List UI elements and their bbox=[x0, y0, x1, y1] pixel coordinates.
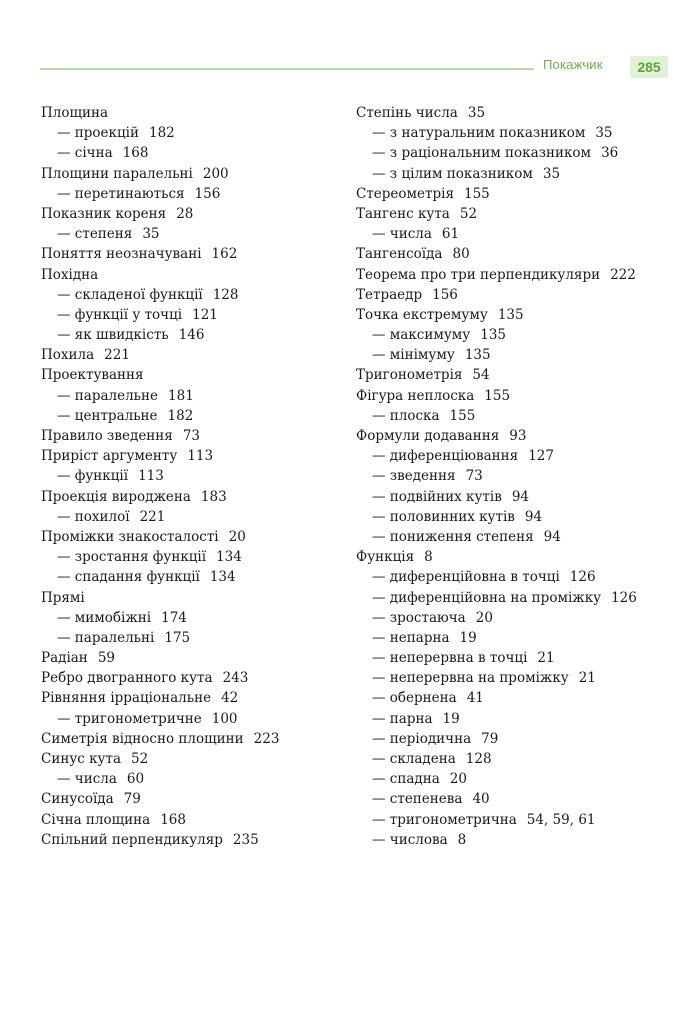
index-term: — центральне bbox=[57, 407, 158, 424]
index-entry bbox=[41, 164, 341, 184]
index-term: — тригонометрична bbox=[372, 811, 517, 828]
index-subentry bbox=[356, 709, 676, 729]
index-entry bbox=[41, 487, 341, 507]
index-term: Синус кута bbox=[41, 751, 122, 767]
section-title: Покажчик bbox=[543, 57, 603, 72]
index-entry bbox=[41, 729, 341, 749]
index-subentry bbox=[356, 729, 676, 749]
index-entry bbox=[41, 668, 341, 688]
index-subentry bbox=[41, 547, 341, 567]
index-subentry bbox=[356, 527, 676, 547]
index-page-refs: 146 bbox=[178, 327, 205, 344]
index-term: — обернена bbox=[372, 690, 457, 707]
index-term: — мінімуму bbox=[372, 347, 455, 364]
index-page-refs: 35 bbox=[467, 105, 486, 121]
index-subentry bbox=[41, 567, 341, 587]
index-page-refs: 181 bbox=[168, 387, 194, 404]
index-term: — степеня bbox=[57, 226, 133, 243]
index-page-refs: 93 bbox=[509, 428, 527, 444]
index-page-refs: 155 bbox=[449, 407, 476, 424]
index-term: Степінь числа bbox=[356, 105, 458, 121]
index-subentry bbox=[356, 164, 676, 184]
index-page-refs: 134 bbox=[209, 569, 236, 586]
index-page-refs: 73 bbox=[182, 428, 201, 444]
index-term: Площина bbox=[41, 105, 109, 121]
index-entry bbox=[356, 547, 676, 567]
index-page-refs: 223 bbox=[253, 730, 280, 747]
index-term: Фігура неплоска bbox=[356, 387, 475, 404]
index-term: — подвійних кутів bbox=[372, 488, 502, 505]
index-term: Проекція вироджена bbox=[41, 488, 191, 505]
index-subentry bbox=[41, 143, 341, 163]
index-term: — числа bbox=[372, 226, 432, 243]
index-page-refs: 54 bbox=[472, 367, 490, 384]
index-term: — з цілим показником bbox=[372, 165, 533, 182]
index-term: — як швидкість bbox=[57, 327, 169, 344]
index-entry bbox=[356, 365, 676, 385]
index-term: — половинних кутів bbox=[372, 508, 515, 525]
index-page-refs: 155 bbox=[484, 387, 511, 404]
index-page-refs: 61 bbox=[441, 226, 460, 243]
index-term: — максимуму bbox=[372, 327, 471, 344]
index-page-refs: 182 bbox=[148, 125, 175, 142]
index-subentry bbox=[41, 184, 341, 204]
index-page-refs: 20 bbox=[449, 771, 467, 788]
index-page-refs: 175 bbox=[164, 629, 191, 646]
index-entry bbox=[41, 244, 341, 264]
index-page-refs: 127 bbox=[528, 448, 554, 465]
index-entry bbox=[356, 426, 676, 446]
index-page-refs: 156 bbox=[194, 185, 221, 202]
index-page-refs: 40 bbox=[472, 791, 490, 808]
index-page-refs: 94 bbox=[511, 488, 529, 505]
index-term: — з раціональним показником bbox=[372, 145, 592, 162]
index-subentry bbox=[41, 285, 341, 305]
index-column-right bbox=[356, 103, 676, 850]
index-term: — перетинаються bbox=[57, 185, 185, 202]
index-subentry bbox=[356, 769, 676, 789]
index-page-refs: 35 bbox=[142, 226, 160, 243]
index-term: Радіан bbox=[41, 650, 88, 667]
index-entry bbox=[356, 103, 676, 123]
index-term: — диференційовна на проміжку bbox=[372, 589, 602, 606]
index-subentry bbox=[41, 466, 341, 486]
index-term: — складеної функції bbox=[57, 286, 203, 303]
index-page-refs: 200 bbox=[202, 165, 229, 182]
index-subentry bbox=[356, 507, 676, 527]
index-page-refs: 20 bbox=[228, 528, 246, 545]
header-rule bbox=[40, 68, 534, 70]
index-term: — неперервна в точці bbox=[372, 650, 528, 667]
index-entry bbox=[356, 184, 676, 204]
index-term: Показник кореня bbox=[41, 205, 167, 222]
index-term: — непарна bbox=[372, 629, 450, 646]
index-term: Тангенс кута bbox=[356, 205, 450, 222]
index-subentry bbox=[41, 305, 341, 325]
index-page-refs: 94 bbox=[524, 508, 543, 525]
index-term: Тригонометрія bbox=[356, 367, 463, 384]
index-subentry bbox=[41, 406, 341, 426]
index-subentry bbox=[356, 406, 676, 426]
index-column-left bbox=[41, 103, 341, 850]
index-page-refs: 182 bbox=[167, 407, 194, 424]
index-term: Тангенсоїда bbox=[356, 246, 443, 263]
index-term: — числова bbox=[372, 831, 448, 848]
index-subentry bbox=[41, 769, 341, 789]
index-entry bbox=[41, 688, 341, 708]
index-term: Функція bbox=[356, 549, 415, 566]
index-term: — зведення bbox=[372, 468, 456, 485]
index-page-refs: 135 bbox=[464, 347, 491, 364]
index-page-refs: 222 bbox=[610, 266, 636, 283]
index-entry bbox=[41, 749, 341, 769]
index-term: — спадна bbox=[372, 771, 440, 788]
index-term: — числа bbox=[57, 771, 117, 788]
index-page-refs: 128 bbox=[212, 286, 239, 303]
index-page-refs: 126 bbox=[569, 569, 596, 586]
index-page-refs: 221 bbox=[104, 347, 130, 364]
index-subentry bbox=[356, 466, 676, 486]
page-number: 285 bbox=[630, 56, 668, 78]
index-subentry bbox=[356, 224, 676, 244]
index-page-refs: 19 bbox=[459, 629, 477, 646]
index-term: Тетраедр bbox=[356, 286, 423, 303]
index-subentry bbox=[356, 608, 676, 628]
index-subentry bbox=[41, 507, 341, 527]
index-entry bbox=[41, 426, 341, 446]
index-term: — функції у точці bbox=[57, 306, 183, 323]
index-page-refs: 174 bbox=[161, 609, 187, 626]
index-term: Рівняння ірраціональне bbox=[41, 690, 212, 707]
index-term: — спадання функції bbox=[57, 569, 200, 586]
index-page-refs: 121 bbox=[192, 306, 218, 323]
index-term: Проміжки знакосталості bbox=[41, 528, 219, 545]
index-entry bbox=[356, 204, 676, 224]
index-page-refs: 168 bbox=[160, 811, 186, 828]
index-term: — диференційовна в точці bbox=[372, 569, 560, 586]
index-term: — тригонометричне bbox=[57, 710, 202, 727]
index-term: Площини паралельні bbox=[41, 165, 193, 182]
index-term: — похилої bbox=[57, 508, 130, 525]
index-term: — паралельні bbox=[57, 629, 155, 646]
index-page-refs: 100 bbox=[211, 710, 238, 727]
index-term: Похила bbox=[41, 347, 95, 364]
index-subentry bbox=[41, 325, 341, 345]
index-entry bbox=[356, 265, 676, 285]
index-page-refs: 19 bbox=[442, 710, 460, 727]
index-page-refs: 79 bbox=[481, 730, 499, 747]
index-subentry bbox=[356, 345, 676, 365]
index-page-refs: 162 bbox=[211, 246, 238, 263]
index-term: — періодична bbox=[372, 730, 472, 747]
index-subentry bbox=[356, 628, 676, 648]
index-page-refs: 73 bbox=[465, 468, 483, 485]
index-subentry bbox=[356, 446, 676, 466]
index-entry bbox=[356, 386, 676, 406]
index-entry bbox=[41, 265, 341, 285]
index-term: Проектування bbox=[41, 367, 144, 384]
index-term: Приріст аргументу bbox=[41, 448, 178, 465]
index-page-refs: 221 bbox=[139, 508, 166, 525]
index-page-refs: 54, 59, 61 bbox=[526, 811, 596, 828]
index-page-refs: 135 bbox=[497, 306, 524, 323]
index-subentry bbox=[356, 487, 676, 507]
index-entry bbox=[41, 810, 341, 830]
index-page-refs: 35 bbox=[542, 165, 561, 182]
index-term: — парна bbox=[372, 710, 433, 727]
index-subentry bbox=[356, 749, 676, 769]
index-term: Січна площина bbox=[41, 811, 151, 828]
index-page-refs: 20 bbox=[475, 609, 493, 626]
index-entry bbox=[41, 648, 341, 668]
index-page-refs: 243 bbox=[222, 670, 249, 687]
index-term: — мимобіжні bbox=[57, 609, 152, 626]
index-page-refs: 36 bbox=[601, 145, 619, 162]
index-term: — диференціювання bbox=[372, 448, 519, 465]
index-page-refs: 60 bbox=[126, 771, 145, 788]
index-term: Точка екстремуму bbox=[356, 306, 488, 323]
index-page-refs: 79 bbox=[123, 791, 141, 808]
index-page-refs: 52 bbox=[131, 751, 149, 767]
index-page-refs: 134 bbox=[216, 549, 242, 566]
index-term: Синусоїда bbox=[41, 791, 114, 808]
index-subentry bbox=[356, 789, 676, 809]
index-page-refs: 94 bbox=[543, 528, 561, 545]
index-subentry bbox=[41, 608, 341, 628]
index-term: Ребро двогранного кута bbox=[41, 670, 213, 687]
index-page-refs: 52 bbox=[459, 205, 478, 222]
index-entry bbox=[41, 830, 341, 850]
index-page-refs: 156 bbox=[432, 286, 458, 303]
index-subentry bbox=[356, 648, 676, 668]
index-subentry bbox=[41, 224, 341, 244]
index-term: — з натуральним показником bbox=[372, 125, 586, 142]
index-term: Похідна bbox=[41, 266, 99, 283]
index-entry bbox=[41, 103, 341, 123]
index-term: — складена bbox=[372, 751, 456, 767]
index-subentry bbox=[41, 628, 341, 648]
index-term: Правило зведення bbox=[41, 428, 173, 444]
index-term: — зростання функції bbox=[57, 549, 207, 566]
index-term: Прямі bbox=[41, 589, 85, 606]
index-page-refs: 126 bbox=[611, 589, 637, 606]
index-subentry bbox=[356, 810, 676, 830]
index-page-refs: 113 bbox=[138, 468, 164, 485]
index-page-refs: 135 bbox=[480, 327, 507, 344]
index-entry bbox=[41, 345, 341, 365]
index-term: — функції bbox=[57, 468, 129, 485]
index-term: — пониження степеня bbox=[372, 528, 534, 545]
index-page-refs: 183 bbox=[200, 488, 227, 505]
running-header bbox=[40, 56, 668, 82]
index-page-refs: 168 bbox=[122, 145, 149, 162]
index-entry bbox=[41, 204, 341, 224]
index-page-refs: 128 bbox=[465, 751, 492, 767]
index-entry bbox=[41, 527, 341, 547]
index-page-refs: 8 bbox=[457, 831, 467, 848]
index-subentry bbox=[356, 143, 676, 163]
index-subentry bbox=[356, 688, 676, 708]
index-entry bbox=[41, 365, 341, 385]
index-term: Поняття неозначувані bbox=[41, 246, 202, 263]
index-subentry bbox=[356, 588, 676, 608]
index-term: — паралельне bbox=[57, 387, 159, 404]
index-term: — січна bbox=[57, 145, 113, 162]
index-entry bbox=[356, 244, 676, 264]
index-term: — степенева bbox=[372, 791, 463, 808]
index-term: Симетрія відносно площини bbox=[41, 730, 244, 747]
index-page-refs: 42 bbox=[221, 690, 239, 707]
index-subentry bbox=[356, 830, 676, 850]
index-subentry bbox=[356, 567, 676, 587]
index-page-refs: 35 bbox=[595, 125, 613, 142]
index-entry bbox=[356, 305, 676, 325]
index-subentry bbox=[41, 386, 341, 406]
index-entry bbox=[41, 789, 341, 809]
index-page-refs: 59 bbox=[97, 650, 115, 667]
index-term: Спільний перпендикуляр bbox=[41, 831, 223, 848]
index-page-refs: 8 bbox=[424, 549, 433, 566]
index-term: — неперервна на проміжку bbox=[372, 670, 569, 687]
index-page-refs: 21 bbox=[537, 650, 555, 667]
index-term: — проекцій bbox=[57, 125, 139, 142]
index-page-refs: 28 bbox=[176, 205, 194, 222]
index-term: — плоска bbox=[372, 407, 440, 424]
index-subentry bbox=[356, 325, 676, 345]
index-entry bbox=[41, 446, 341, 466]
index-page-refs: 155 bbox=[463, 185, 490, 202]
index-subentry bbox=[41, 709, 341, 729]
index-subentry bbox=[41, 123, 341, 143]
index-page-refs: 21 bbox=[578, 670, 596, 687]
index-term: — зростаюча bbox=[372, 609, 466, 626]
index-subentry bbox=[356, 123, 676, 143]
index-term: Теорема про три перпендикуляри bbox=[356, 266, 601, 283]
index-page-refs: 41 bbox=[466, 690, 484, 707]
index-page-refs: 235 bbox=[232, 831, 259, 848]
index-page-refs: 80 bbox=[452, 246, 470, 263]
index-term: Формули додавання bbox=[356, 428, 500, 444]
index-page-refs: 113 bbox=[187, 448, 214, 465]
index-entry bbox=[41, 588, 341, 608]
index-entry bbox=[356, 285, 676, 305]
index-term: Стереометрія bbox=[356, 185, 454, 202]
index-subentry bbox=[356, 668, 676, 688]
